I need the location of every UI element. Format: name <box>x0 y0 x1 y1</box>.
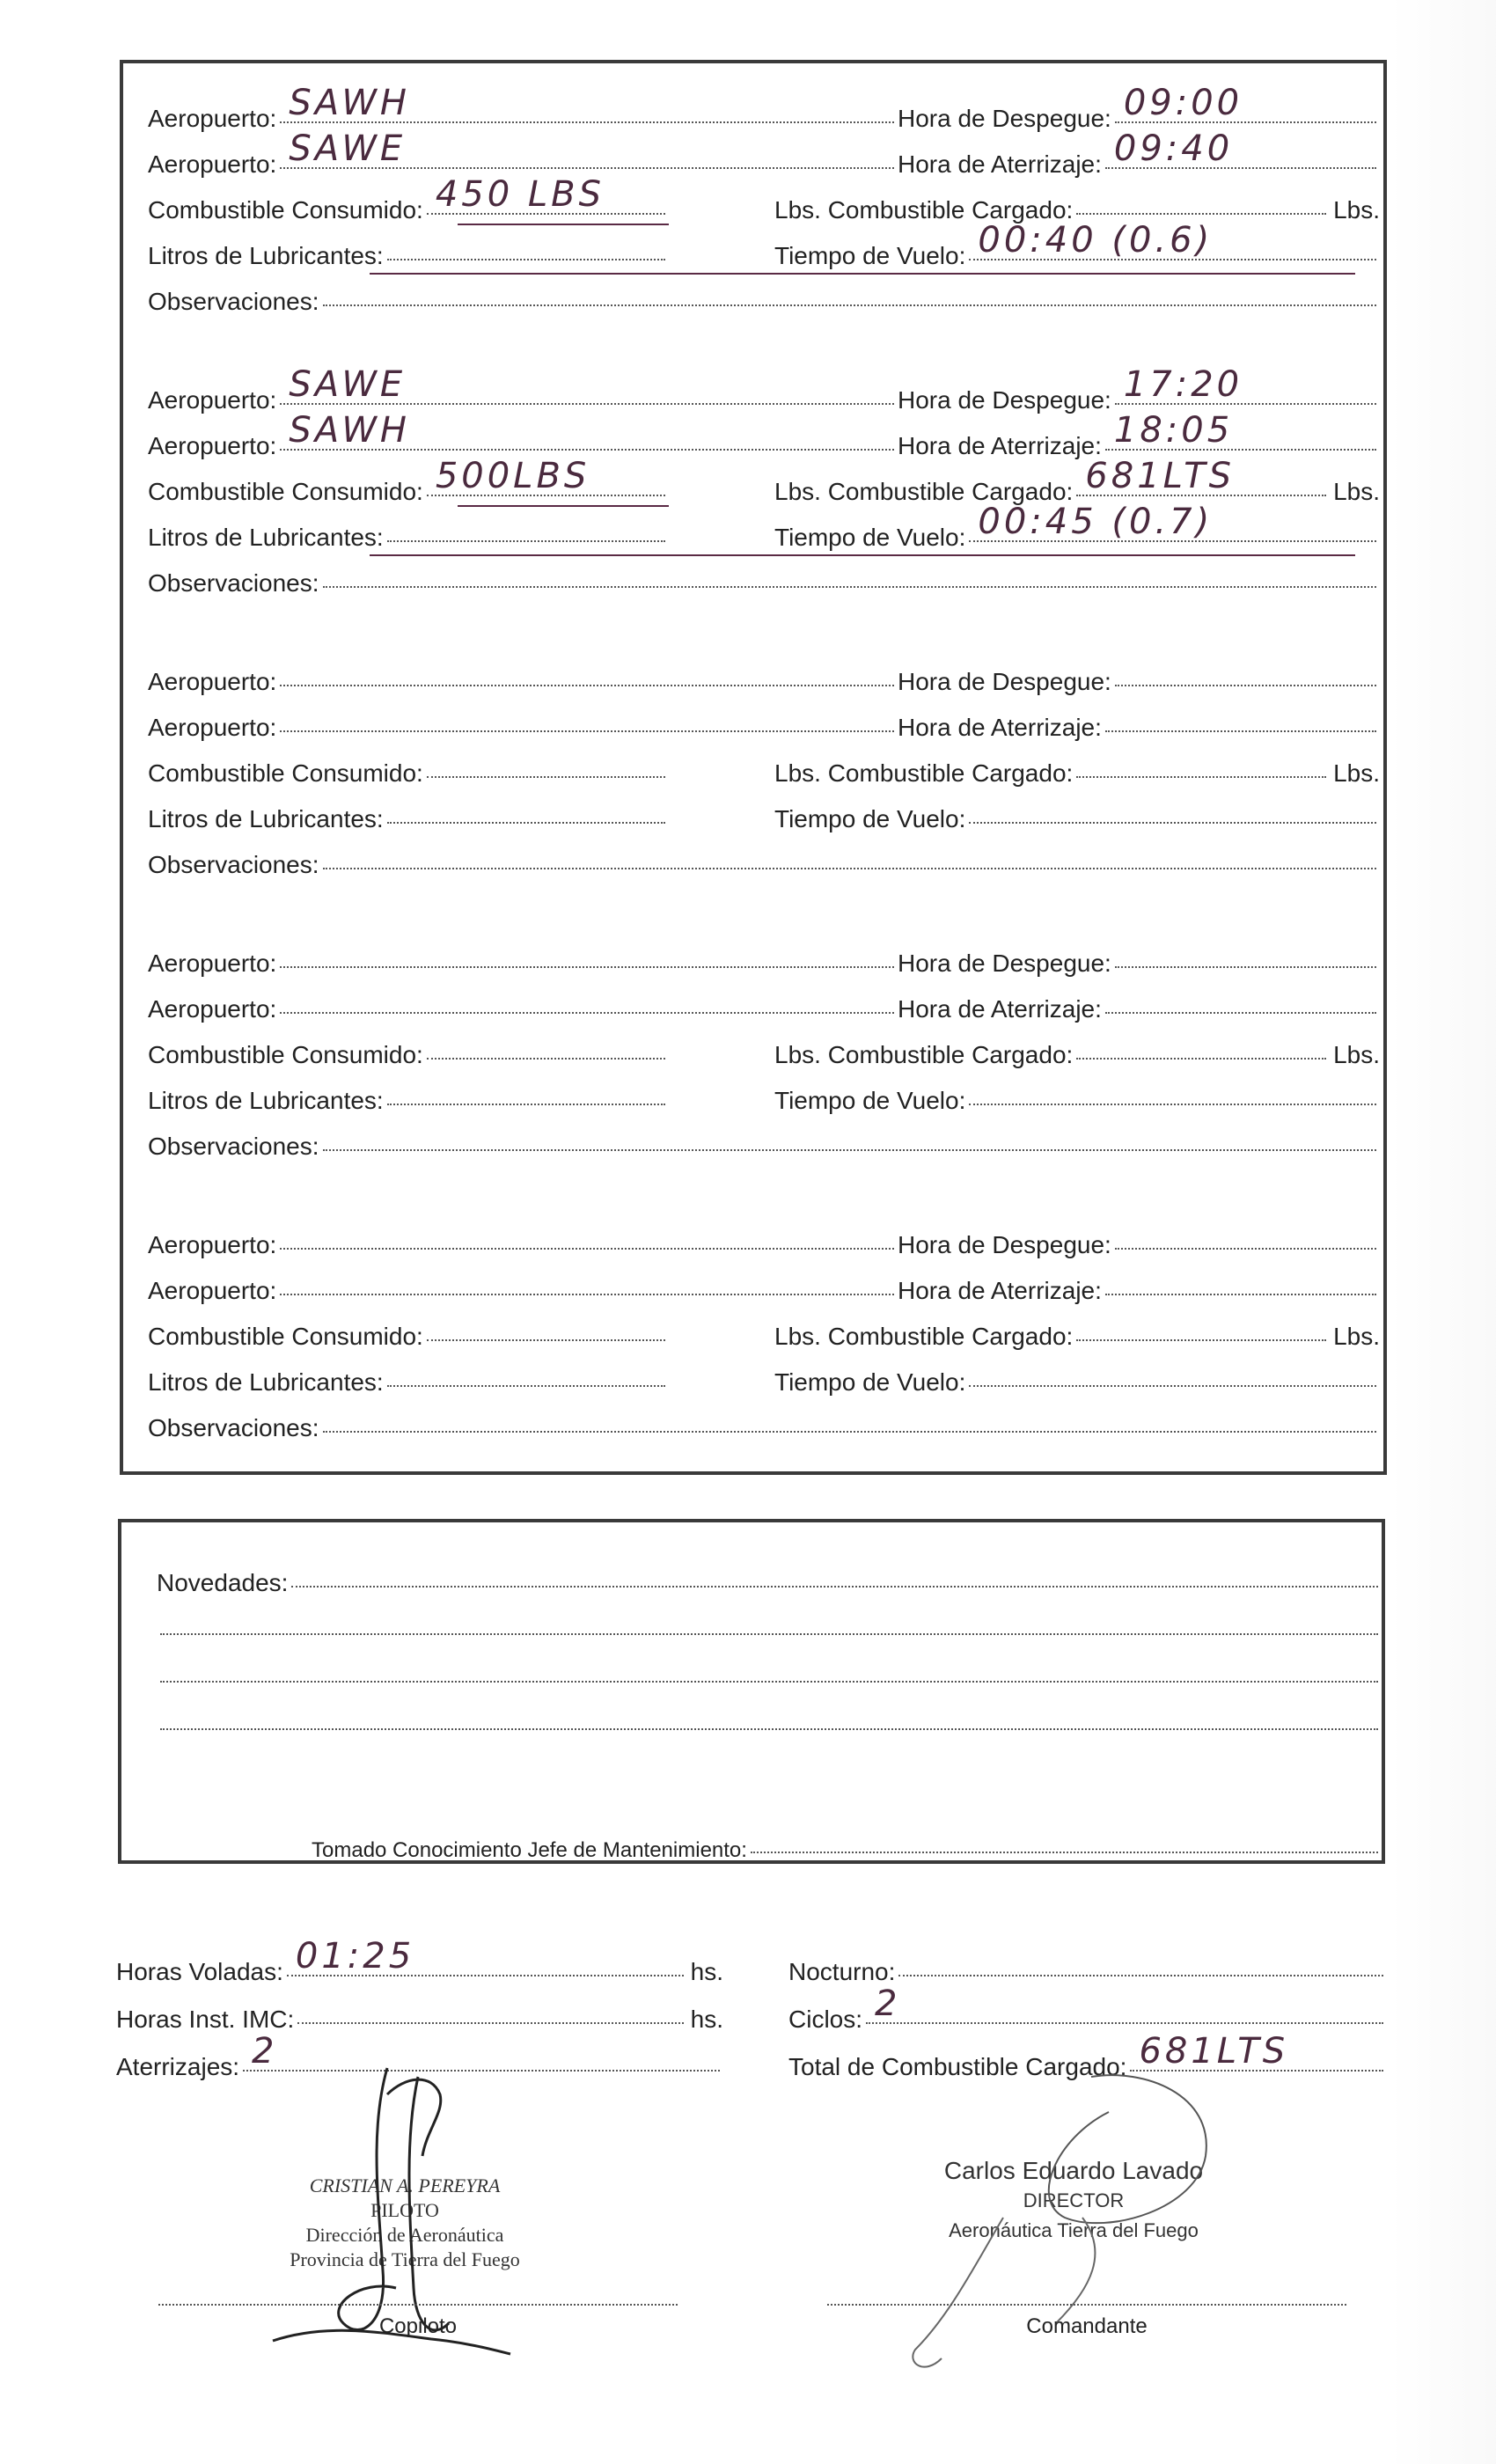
flight-1-aeropuerto-destino-label: Aeropuerto: <box>148 150 277 178</box>
flight-2-tiempo-vuelo-field[interactable] <box>969 502 1376 542</box>
nocturno-label: Nocturno: <box>788 1958 896 1985</box>
copiloto-signature-line[interactable] <box>158 2302 678 2306</box>
total-combustible-value: 681LTS <box>1139 2031 1289 2072</box>
flight-1-lubricantes-strike <box>458 224 669 225</box>
hs-unit: hs. <box>690 2006 723 2033</box>
flight-1-observaciones-field[interactable] <box>323 278 1376 306</box>
lbs-unit: Lbs. <box>1333 759 1380 787</box>
flight-3-combustible-cargado-label: Lbs. Combustible Cargado: <box>774 759 1074 787</box>
flight-2-hora-despegue-label: Hora de Despegue: <box>898 386 1111 414</box>
flight-1-hora-despegue-label: Hora de Despegue: <box>898 105 1111 132</box>
flight-2-aeropuerto-origen-value: SAWE <box>289 364 407 405</box>
flight-2-tiempo-vuelo-label: Tiempo de Vuelo: <box>774 524 966 551</box>
flight-2-lubricantes-strike <box>458 505 669 507</box>
page-edge-shadow <box>1390 0 1496 2464</box>
flight-4-combustible-consumido-label: Combustible Consumido: <box>148 1041 423 1068</box>
novedades-field[interactable] <box>291 1559 1378 1588</box>
horas-voladas-label: Horas Voladas: <box>116 1958 283 1985</box>
flight-1-combustible-cargado-field[interactable] <box>1076 187 1326 215</box>
flight-5-aeropuerto-origen-label: Aeropuerto: <box>148 1231 277 1258</box>
pilot-stamp-org: Dirección de Aeronáutica <box>305 2224 504 2246</box>
flight-1-hora-aterrizaje-field[interactable] <box>1105 128 1376 169</box>
aterrizajes-value: 2 <box>252 2031 278 2072</box>
flight-2-observaciones-field[interactable] <box>323 560 1376 588</box>
flight-4-observaciones-label: Observaciones: <box>148 1133 319 1160</box>
flight-2-litros-lubricantes-row <box>148 517 669 553</box>
flight-5-hora-aterrizaje-label: Hora de Aterrizaje: <box>898 1277 1102 1304</box>
tomado-row <box>312 1829 1382 1864</box>
flight-1-hora-aterrizaje-row <box>898 128 1380 180</box>
flight-2-hora-despegue-field[interactable] <box>1115 364 1376 405</box>
flight-4-litros-lubricantes-field[interactable] <box>387 1077 665 1105</box>
flight-1-combustible-consumido-value: 450 LBS <box>435 174 605 215</box>
flight-5-combustible-cargado-label: Lbs. Combustible Cargado: <box>774 1323 1074 1350</box>
comandante-signature-line[interactable] <box>827 2302 1346 2306</box>
flight-4-tiempo-vuelo-label: Tiempo de Vuelo: <box>774 1087 966 1114</box>
ciclos-field[interactable] <box>866 1984 1383 2024</box>
flight-2-hora-despegue-value: 17:20 <box>1123 364 1243 405</box>
flight-3-aeropuerto-origen-label: Aeropuerto: <box>148 668 277 695</box>
flight-5-combustible-consumido-field[interactable] <box>427 1313 665 1341</box>
flight-3-combustible-cargado-field[interactable] <box>1076 750 1326 778</box>
flight-3-hora-despegue-row <box>898 662 1380 697</box>
flight-4-aeropuerto-destino-label: Aeropuerto: <box>148 995 277 1023</box>
flight-2-combustible-cargado-field[interactable] <box>1076 456 1326 496</box>
total-combustible-label: Total de Combustible Cargado: <box>788 2053 1127 2080</box>
flight-3-hora-aterrizaje-label: Hora de Aterrizaje: <box>898 714 1102 741</box>
flight-2-combustible-cargado-label: Lbs. Combustible Cargado: <box>774 478 1074 505</box>
novedades-line-4[interactable] <box>157 1705 1382 1741</box>
novedades-row <box>157 1563 1382 1598</box>
flight-4-hora-despegue-field[interactable] <box>1115 940 1376 968</box>
flight-4-hora-aterrizaje-row <box>898 989 1380 1024</box>
flight-1-tiempo-vuelo-field[interactable] <box>969 220 1376 260</box>
flight-5-hora-despegue-row <box>898 1225 1380 1260</box>
flight-2-tiempo-vuelo-row <box>774 502 1380 553</box>
pilot-stamp-province: Provincia de Tierra del Fuego <box>290 2248 520 2270</box>
flight-1-hora-aterrizaje-value: 09:40 <box>1113 128 1234 169</box>
flight-2-observaciones-row <box>148 563 1380 598</box>
flight-3-hora-despegue-label: Hora de Despegue: <box>898 668 1111 695</box>
flight-5-tiempo-vuelo-row <box>774 1362 1380 1397</box>
flight-4-tiempo-vuelo-row <box>774 1081 1380 1116</box>
flight-3-litros-lubricantes-row <box>148 799 669 834</box>
novedades-line-3[interactable] <box>157 1658 1382 1693</box>
flight-4-combustible-consumido-field[interactable] <box>427 1031 665 1060</box>
flight-2-aeropuerto-origen-row <box>148 364 898 415</box>
flight-5-observaciones-field[interactable] <box>323 1404 1376 1433</box>
flight-2-litros-lubricantes-field[interactable] <box>387 514 665 542</box>
flight-5-combustible-cargado-row <box>774 1316 1380 1352</box>
flight-2-observaciones-label: Observaciones: <box>148 569 319 597</box>
flight-5-observaciones-label: Observaciones: <box>148 1414 319 1441</box>
flight-4-combustible-cargado-field[interactable] <box>1076 1031 1326 1060</box>
flight-2-litros-lubricantes-label: Litros de Lubricantes: <box>148 524 384 551</box>
flight-5-hora-despegue-label: Hora de Despegue: <box>898 1231 1111 1258</box>
pilot-stamp-name: CRISTIAN A. PEREYRA <box>309 2174 501 2196</box>
lbs-unit: Lbs. <box>1333 196 1380 224</box>
flight-4-combustible-cargado-row <box>774 1035 1380 1070</box>
flight-2-combustible-consumido-label: Combustible Consumido: <box>148 478 423 505</box>
flight-3-observaciones-label: Observaciones: <box>148 851 319 878</box>
flight-4-hora-despegue-row <box>898 943 1380 979</box>
flight-3-litros-lubricantes-field[interactable] <box>387 796 665 824</box>
flight-5-aeropuerto-origen-field[interactable] <box>280 1221 894 1250</box>
flight-5-litros-lubricantes-label: Litros de Lubricantes: <box>148 1368 384 1396</box>
flight-1-aeropuerto-destino-field[interactable] <box>280 128 894 169</box>
flight-1-observaciones-label: Observaciones: <box>148 288 319 315</box>
flight-5-combustible-cargado-field[interactable] <box>1076 1313 1326 1341</box>
flight-1-combustible-consumido-field[interactable] <box>427 174 665 215</box>
flight-5-aeropuerto-destino-field[interactable] <box>280 1267 894 1295</box>
flight-3-aeropuerto-destino-field[interactable] <box>280 704 894 732</box>
flight-5-observaciones-row <box>148 1408 1380 1443</box>
flight-2-aeropuerto-origen-label: Aeropuerto: <box>148 386 277 414</box>
flight-5-combustible-consumido-label: Combustible Consumido: <box>148 1323 423 1350</box>
flight-3-combustible-cargado-row <box>774 753 1380 788</box>
flight-5-hora-aterrizaje-field[interactable] <box>1105 1267 1376 1295</box>
flight-4-aeropuerto-destino-row <box>148 989 898 1024</box>
flight-2-hora-aterrizaje-value: 18:05 <box>1113 410 1234 451</box>
novedades-line-2[interactable] <box>157 1610 1382 1646</box>
flight-3-hora-aterrizaje-row <box>898 708 1380 743</box>
flight-5-aeropuerto-origen-row <box>148 1225 898 1260</box>
horas-voladas-field[interactable] <box>287 1936 684 1976</box>
flight-1-litros-lubricantes-label: Litros de Lubricantes: <box>148 242 384 269</box>
flight-5-litros-lubricantes-field[interactable] <box>387 1359 665 1387</box>
flight-4-aeropuerto-destino-field[interactable] <box>280 986 894 1014</box>
flight-5-hora-despegue-field[interactable] <box>1115 1221 1376 1250</box>
flight-2-combustible-consumido-row <box>148 456 669 507</box>
flight-4-aeropuerto-origen-label: Aeropuerto: <box>148 950 277 977</box>
horas-imc-row <box>116 1999 723 2035</box>
copiloto-label: Copiloto <box>378 2314 458 2338</box>
flight-4-hora-aterrizaje-label: Hora de Aterrizaje: <box>898 995 1102 1023</box>
flight-4-combustible-consumido-row <box>148 1035 669 1070</box>
flight-3-aeropuerto-origen-row <box>148 662 898 697</box>
flight-4-hora-aterrizaje-field[interactable] <box>1105 986 1376 1014</box>
flight-3-hora-aterrizaje-field[interactable] <box>1105 704 1376 732</box>
flight-1-hora-despegue-field[interactable] <box>1115 83 1376 123</box>
lbs-unit: Lbs. <box>1333 478 1380 505</box>
flight-3-aeropuerto-destino-label: Aeropuerto: <box>148 714 277 741</box>
pilot-signature-graphic <box>255 2059 519 2358</box>
director-signature-graphic <box>880 2059 1250 2394</box>
hs-unit: hs. <box>690 1958 723 1985</box>
tomado-label: Tomado Conocimiento Jefe de Mantenimiento: <box>312 1838 747 1862</box>
nocturno-row <box>788 1952 1387 1987</box>
flight-3-aeropuerto-origen-field[interactable] <box>280 658 894 686</box>
lbs-unit: Lbs. <box>1333 1323 1380 1350</box>
flight-3-observaciones-row <box>148 845 1380 880</box>
flight-2-hora-aterrizaje-field[interactable] <box>1105 410 1376 451</box>
flight-2-combustible-consumido-value: 500LBS <box>435 456 590 496</box>
flight-5-tiempo-vuelo-field[interactable] <box>969 1359 1376 1387</box>
ciclos-row <box>788 1984 1387 2035</box>
tomado-field[interactable] <box>751 1825 1378 1853</box>
flight-4-tiempo-vuelo-field[interactable] <box>969 1077 1376 1105</box>
flight-1-aeropuerto-origen-row <box>148 83 898 134</box>
flight-1-aeropuerto-destino-value: SAWE <box>289 128 407 169</box>
director-stamp-role: DIRECTOR <box>1023 2189 1125 2211</box>
flight-1-observaciones-row <box>148 282 1380 317</box>
flight-2-aeropuerto-destino-field[interactable] <box>280 410 894 451</box>
flight-3-combustible-consumido-row <box>148 753 669 788</box>
flight-1-combustible-consumido-label: Combustible Consumido: <box>148 196 423 224</box>
flight-1-aeropuerto-origen-label: Aeropuerto: <box>148 105 277 132</box>
flight-3-hora-despegue-field[interactable] <box>1115 658 1376 686</box>
flight-1-combustible-cargado-label: Lbs. Combustible Cargado: <box>774 196 1074 224</box>
flight-3-combustible-consumido-label: Combustible Consumido: <box>148 759 423 787</box>
flight-5-tiempo-vuelo-label: Tiempo de Vuelo: <box>774 1368 966 1396</box>
flight-1-aeropuerto-origen-field[interactable] <box>280 83 894 123</box>
flight-1-litros-lubricantes-field[interactable] <box>387 232 665 260</box>
comandante-label: Comandante <box>1026 2314 1148 2338</box>
flight-2-tiempo-vuelo-value: 00:45 (0.7) <box>978 502 1214 542</box>
horas-imc-field[interactable] <box>297 1996 683 2024</box>
flight-1-combustible-consumido-row <box>148 174 669 225</box>
flight-1-hora-aterrizaje-label: Hora de Aterrizaje: <box>898 150 1102 178</box>
director-stamp-name: Carlos Eduardo Lavado <box>943 2157 1204 2184</box>
flight-5-hora-aterrizaje-row <box>898 1271 1380 1306</box>
flight-1-tiempo-vuelo-row <box>774 220 1380 271</box>
flight-3-combustible-consumido-field[interactable] <box>427 750 665 778</box>
flight-4-hora-despegue-label: Hora de Despegue: <box>898 950 1111 977</box>
ciclos-value: 2 <box>875 1984 901 2024</box>
pilot-stamp-role: PILOTO <box>370 2199 439 2221</box>
horas-voladas-value: 01:25 <box>295 1936 415 1976</box>
flight-3-litros-lubricantes-label: Litros de Lubricantes: <box>148 805 384 832</box>
flight-1-aeropuerto-origen-value: SAWH <box>289 83 411 123</box>
lbs-unit: Lbs. <box>1333 1041 1380 1068</box>
director-stamp-org: Aeronáutica Tierra del Fuego <box>949 2219 1199 2241</box>
flight-3-tiempo-vuelo-row <box>774 799 1380 834</box>
flight-2-combustible-consumido-field[interactable] <box>427 456 665 496</box>
aterrizajes-label: Aterrizajes: <box>116 2053 240 2080</box>
flight-1-litros-lubricantes-row <box>148 236 669 271</box>
flight-4-litros-lubricantes-row <box>148 1081 669 1116</box>
flight-2-aeropuerto-destino-label: Aeropuerto: <box>148 432 277 459</box>
ciclos-label: Ciclos: <box>788 2006 863 2033</box>
flight-3-observaciones-field[interactable] <box>323 841 1376 869</box>
flight-1-hora-despegue-value: 09:00 <box>1123 83 1243 123</box>
flight-4-aeropuerto-origen-row <box>148 943 898 979</box>
novedades-label: Novedades: <box>157 1569 289 1596</box>
horas-voladas-row <box>116 1936 723 1987</box>
flight-3-tiempo-vuelo-field[interactable] <box>969 796 1376 824</box>
flight-5-aeropuerto-destino-row <box>148 1271 898 1306</box>
flight-2-aeropuerto-origen-field[interactable] <box>280 364 894 405</box>
flight-4-combustible-cargado-label: Lbs. Combustible Cargado: <box>774 1041 1074 1068</box>
flight-1-observaciones-strike <box>370 273 1355 275</box>
flight-2-observaciones-strike <box>370 554 1355 556</box>
flight-3-aeropuerto-destino-row <box>148 708 898 743</box>
flight-1-tiempo-vuelo-label: Tiempo de Vuelo: <box>774 242 966 269</box>
flight-4-aeropuerto-origen-field[interactable] <box>280 940 894 968</box>
flight-2-aeropuerto-destino-value: SAWH <box>289 410 411 451</box>
flight-5-litros-lubricantes-row <box>148 1362 669 1397</box>
flight-4-litros-lubricantes-label: Litros de Lubricantes: <box>148 1087 384 1114</box>
horas-imc-label: Horas Inst. IMC: <box>116 2006 295 2033</box>
flight-4-observaciones-row <box>148 1126 1380 1162</box>
flight-5-combustible-consumido-row <box>148 1316 669 1352</box>
flight-1-tiempo-vuelo-value: 00:40 (0.6) <box>978 220 1214 260</box>
flight-2-combustible-cargado-value: 681LTS <box>1085 456 1236 496</box>
flight-5-aeropuerto-destino-label: Aeropuerto: <box>148 1277 277 1304</box>
flight-2-hora-aterrizaje-label: Hora de Aterrizaje: <box>898 432 1102 459</box>
flight-3-tiempo-vuelo-label: Tiempo de Vuelo: <box>774 805 966 832</box>
nocturno-field[interactable] <box>898 1948 1383 1976</box>
flight-4-observaciones-field[interactable] <box>323 1123 1376 1151</box>
